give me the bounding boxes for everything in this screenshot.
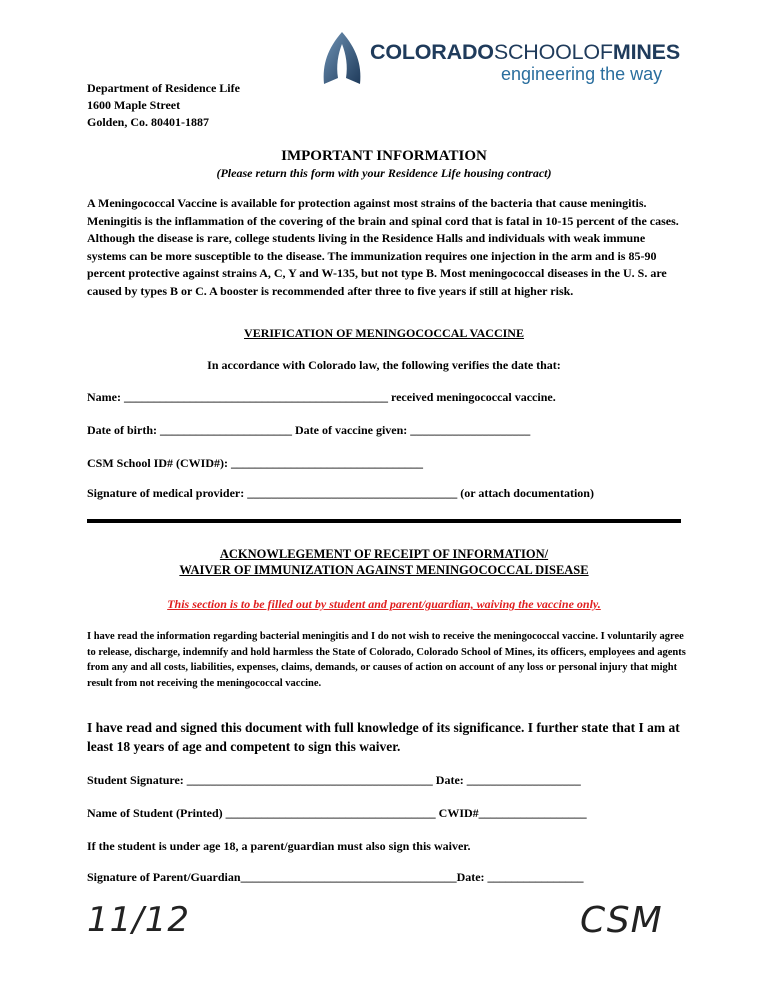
acknowledgement-heading-line-1: ACKNOWLEGEMENT OF RECEIPT OF INFORMATION/ bbox=[219, 547, 549, 561]
parent-signature-field[interactable]: Signature of Parent/Guardian____________________________________Date: ________________ bbox=[87, 870, 584, 884]
revision-date-mark: 11/12 bbox=[87, 900, 190, 940]
page-title: IMPORTANT INFORMATION bbox=[281, 148, 487, 164]
waiver-note: This section is to be filled out by student and parent/guardian, waiving the vaccine only. bbox=[167, 597, 601, 611]
medical-provider-signature-field[interactable]: Signature of medical provider: ___________________________________ (or attach documentation) bbox=[87, 486, 594, 500]
under-18-notice: If the student is under age 18, a parent/guardian must also sign this waiver. bbox=[87, 839, 471, 853]
address-line-1: Department of Residence Life bbox=[87, 81, 240, 95]
school-logo bbox=[318, 30, 678, 90]
student-name-field[interactable]: Name of Student (Printed) ___________________________________ CWID#__________________ bbox=[87, 806, 587, 820]
verification-heading: VERIFICATION OF MENINGOCOCCAL VACCINE bbox=[244, 326, 524, 340]
logo-wordmark bbox=[370, 40, 680, 65]
address-line-2: 1600 Maple Street bbox=[87, 98, 181, 112]
acknowledgement-heading-line-2: WAIVER OF IMMUNIZATION AGAINST MENINGOCOCCAL DISEASE bbox=[179, 563, 589, 577]
csm-mark: CSM bbox=[580, 900, 663, 941]
logo-tagline: engineering the way bbox=[501, 64, 663, 84]
waiver-body: I have read the information regarding bacterial meningitis and I do not wish to receive the meningococcal vaccine. I voluntarily agree to release, discharge, indemnify and hold harmless the State of Colorado, Colorado School of Mines, its officers, employees and agents from any and all costs, liabilities, expenses, claims, demands, or causes of action on account of any loss or personal injury that might result from not receiving the meningococcal vaccine. bbox=[87, 631, 686, 689]
section-divider bbox=[87, 519, 681, 523]
student-signature-field[interactable]: Student Signature: _________________________________________ Date: ___________________ bbox=[87, 773, 581, 787]
mines-emblem-icon bbox=[318, 30, 366, 88]
name-field[interactable]: Name: ____________________________________________ received meningococcal vaccine. bbox=[87, 390, 556, 404]
logo-word-colorado: COLORADO bbox=[370, 40, 494, 64]
verification-intro: In accordance with Colorado law, the following verifies the date that: bbox=[207, 358, 561, 372]
date-fields[interactable]: Date of birth: ______________________ Date of vaccine given: ____________________ bbox=[87, 423, 531, 437]
acknowledgement-heading bbox=[87, 546, 681, 578]
page-subtitle: (Please return this form with your Residence Life housing contract) bbox=[216, 166, 552, 180]
address-line-3: Golden, Co. 80401-1887 bbox=[87, 115, 210, 129]
logo-word-schoolof: SCHOOLOF bbox=[493, 40, 613, 64]
intro-paragraph: A Meningococcal Vaccine is available for protection against most strains of the bacteria that cause meningitis. Meningitis is the inflammation of the covering of the brain and spinal cord that is fatal in 10-15 percent of the cases. Although the disease is rare, college students living in the Residence Halls and individuals with weak immune systems can be more susceptible to the disease. The immunization requires one injection in the arm and is 85-90 percent protective against strains A, C, Y and W-135, but not type B. Most meningococcal diseases in the U. S. are caused by types B or C. A booster is recommended after three to five years if still at higher risk. bbox=[87, 196, 679, 298]
cwid-field[interactable]: CSM School ID# (CWID#): ________________________________ bbox=[87, 456, 423, 470]
waiver-statement: I have read and signed this document with full knowledge of its significance. I further state that I am at least 18 years of age and competent to sign this waiver. bbox=[87, 720, 680, 754]
logo-word-mines: MINES bbox=[612, 40, 680, 64]
